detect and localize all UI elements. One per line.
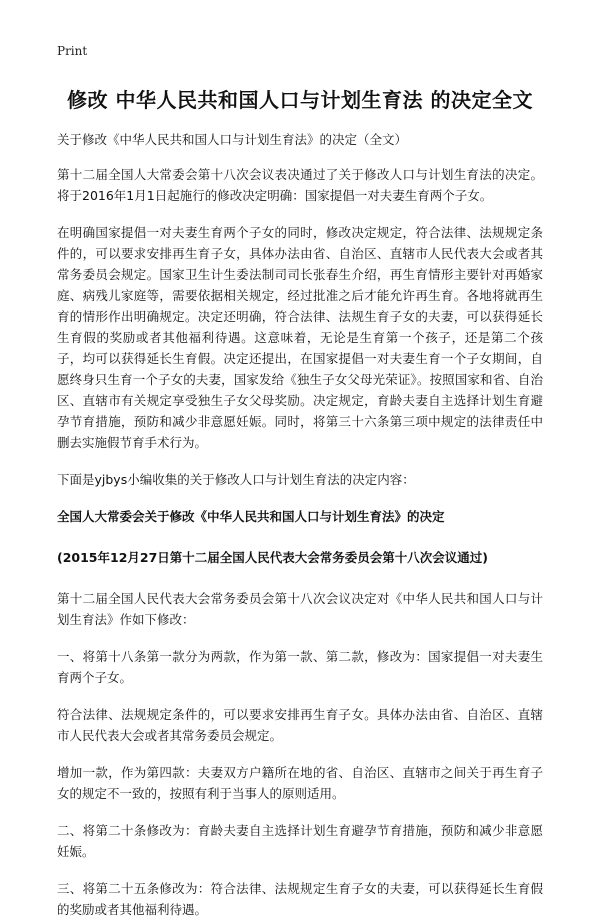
article-item-1: 一、将第十八条第一款分为两款，作为第一款、第二款，修改为：国家提倡一对夫妻生育两个子女。 bbox=[57, 649, 543, 685]
article-item-3: 三、将第二十五条修改为：符合法律、法规规定生育子女的夫妻，可以获得延长生育假的奖励或者其他福利待遇。 bbox=[57, 881, 543, 917]
paragraph-details: 在明确国家提倡一对夫妻生育两个子女的同时，修改决定规定，符合法律、法规规定条件的，可以要求安排再生育子女，具体办法由省、自治区、直辖市人民代表大会或者其常务委员会规定。国家卫生计生委法制司司长张春生介绍，再生育情形主要针对再婚家庭、病残儿家庭等，需要依据相关规定，经过批准之后才能允许再生育。各地将就再生育的情形作出明确规定。决定还明确，符合法律、法规生育子女的夫妻，可以获得延长生育假的奖励或者其他福利待遇。这意味着，无论是生育第一个孩子，还是第二个孩子，均可以获得延长生育假。决定还提出，在国家提倡一对夫妻生育一个子女期间，自愿终身只生育一个子女的夫妻，国家发给《独生子女父母光荣证》。按照国家和省、自治区、直辖市有关规定享受独生子女父母奖励。决定规定，育龄夫妻自主选择计划生育避孕节育措施，预防和减少非意愿妊娠。同时，将第三十六条第三项中规定的法律责任中删去实施假节育手术行为。 bbox=[57, 225, 543, 450]
decision-heading: 全国人大常委会关于修改《中华人民共和国人口与计划生育法》的决定 bbox=[57, 509, 445, 524]
article-item-1-para-2: 符合法律、法规规定条件的，可以要求安排再生育子女。具体办法由省、自治区、直辖市人民代表大会或者其常务委员会规定。 bbox=[57, 707, 543, 743]
article-preamble: 第十二届全国人民代表大会常务委员会第十八次会议决定对《中华人民共和国人口与计划生育法》作如下修改： bbox=[57, 591, 543, 627]
article-item-1-para-3: 增加一款，作为第四款：夫妻双方户籍所在地的省、自治区、直辖市之间关于再生育子女的规定不一致的，按照有利于当事人的原则适用。 bbox=[57, 765, 543, 801]
page-title: 修改 中华人民共和国人口与计划生育法 的决定全文 bbox=[67, 88, 533, 112]
decision-date-heading: (2015年12月27日第十二届全国人民代表大会常务委员会第十八次会议通过) bbox=[57, 550, 489, 565]
paragraph-intro: 第十二届全国人大常委会第十八次会议表决通过了关于修改人口与计划生育法的决定。将于2016年1月1日起施行的修改决定明确：国家提倡一对夫妻生育两个子女。 bbox=[57, 167, 543, 203]
print-link[interactable]: Print bbox=[57, 44, 88, 58]
article-item-2: 二、将第二十条修改为：育龄夫妻自主选择计划生育避孕节育措施，预防和减少非意愿妊娠。 bbox=[57, 823, 543, 859]
subtitle: 关于修改《中华人民共和国人口与计划生育法》的决定（全文） bbox=[57, 132, 408, 147]
paragraph-collection-note: 下面是yjbys小编收集的关于修改人口与计划生育法的决定内容： bbox=[57, 472, 415, 487]
